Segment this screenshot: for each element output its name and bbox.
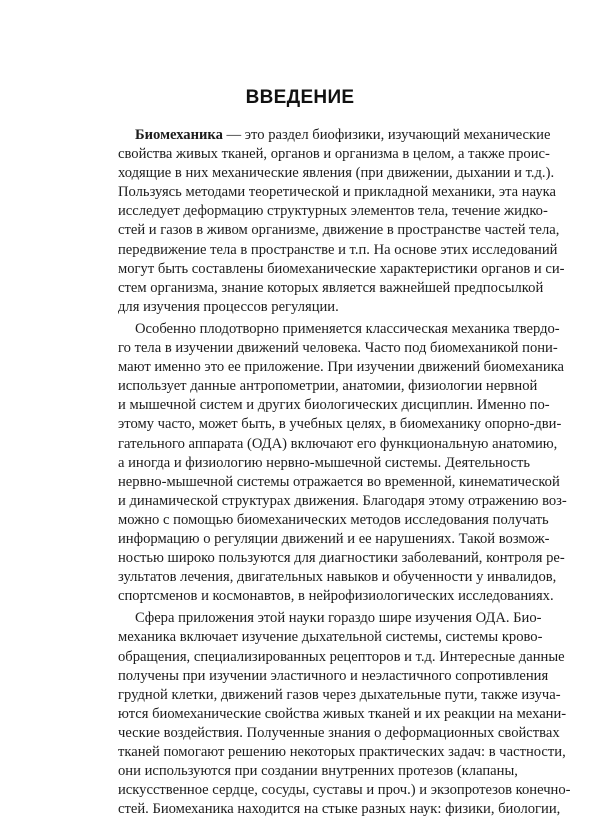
- line-text: зультатов лечения, двигательных навыков и обученности у инвалидов,: [118, 569, 557, 586]
- line-text: стем организма, знание которых является важнейшей предпосылкой: [118, 279, 544, 296]
- paragraph: [118, 320, 567, 606]
- text-line: [118, 454, 530, 473]
- line-text: — это раздел биофизики, изучающий механические: [222, 127, 551, 143]
- text-line: [118, 183, 556, 202]
- text-line: [118, 648, 565, 667]
- line-text: ются биомеханические свойства живых тканей и их реакции на механи-: [118, 705, 567, 722]
- line-text: этому часто, может быть, в учебных целях, в биомеханику опорно-дви-: [118, 416, 562, 433]
- line-text: грудной клетки, движений газов через дыхательные пути, также изуча-: [118, 686, 561, 703]
- text-line: [118, 705, 567, 724]
- text-line: [118, 800, 561, 819]
- text-line: [118, 549, 565, 568]
- line-text: для изучения процессов регуляции.: [118, 298, 339, 315]
- line-text: мают именно это ее приложение. При изучении движений биомеханика: [118, 359, 564, 376]
- text-line: [118, 587, 554, 606]
- chapter-title: ВВЕДЕНИЕ: [245, 87, 355, 108]
- text-line: [118, 339, 558, 358]
- paragraph: [118, 609, 571, 819]
- line-text: и мышечной систем и других биологических дисциплин. Именно по-: [118, 397, 550, 414]
- line-text: стей. Биомеханика находится на стыке разных наук: физики, биологии,: [118, 801, 561, 818]
- text-line: [118, 396, 550, 415]
- line-text: нервно-мышечной системы отражается во временной, кинематической: [118, 473, 560, 490]
- text-line: [118, 358, 564, 377]
- text-line: [118, 609, 542, 628]
- line-text: искусственное сердце, сосуды, суставы и проч.) и экзопротезов конечно-: [118, 782, 571, 799]
- line-text: механика включает изучение дыхательной системы, системы крово-: [118, 629, 543, 646]
- text-line: [118, 126, 551, 145]
- text-line: [118, 279, 544, 298]
- text-line: [118, 724, 560, 743]
- text-line: [118, 241, 558, 260]
- text-line: [118, 511, 549, 530]
- line-text: а иногда и физиологию нервно-мышечной системы. Деятельность: [118, 454, 530, 471]
- text-line: [118, 202, 548, 221]
- text-line: [118, 221, 560, 240]
- line-text: стей и газов в живом организме, движение в пространстве частей тела,: [118, 222, 560, 239]
- text-line: [118, 568, 557, 587]
- text-line: [118, 164, 555, 183]
- defined-term: Биомеханика: [135, 127, 223, 143]
- line-text: тканей помогают решению некоторых практических задач: в частности,: [118, 744, 566, 760]
- text-line: [118, 628, 543, 647]
- line-text: получены при изучении эластичного и неэластичного сопротивления: [118, 667, 549, 684]
- line-text: Сфера приложения этой науки гораздо шире изучения ОДА. Био-: [135, 610, 542, 627]
- line-text: они используются при создании внутренних протезов (клапаны,: [118, 763, 518, 780]
- line-text: исследует деформацию структурных элементов тела, течение жидко-: [118, 203, 548, 220]
- line-text: информацию о регуляции движений и ее нарушениях. Такой возмож-: [118, 530, 550, 547]
- text-line: [118, 530, 550, 549]
- line-text: Пользуясь методами теоретической и прикладной механики, эта наука: [118, 184, 556, 201]
- text-line: [118, 667, 549, 686]
- text-line: [118, 492, 567, 511]
- line-text: спортсменов и космонавтов, в нейрофизиологических исследованиях.: [118, 588, 554, 605]
- line-text: ностью широко пользуются для диагностики заболеваний, контроля ре-: [118, 550, 565, 567]
- text-line: [118, 145, 550, 164]
- line-text: обращения, специализированных рецепторов и т.д. Интересные данные: [118, 648, 565, 665]
- line-text: использует данные антропометрии, анатомии, физиологии нервной: [118, 378, 538, 395]
- line-text: можно с помощью биомеханических методов исследования получать: [118, 511, 549, 528]
- text-line: [118, 686, 561, 705]
- line-text: Особенно плодотворно применяется классическая механика твердо-: [135, 320, 560, 337]
- line-text: и динамической структурах движения. Благодаря этому отражению воз-: [118, 492, 567, 509]
- line-text: ходящие в них механические явления (при движении, дыхании и т.д.).: [118, 165, 555, 182]
- line-text: гательного аппарата (ОДА) включают его функциональную анатомию,: [118, 435, 558, 452]
- text-line: [118, 435, 558, 454]
- text-line: [118, 415, 562, 434]
- text-line: [118, 743, 566, 762]
- line-text: передвижение тела в пространстве и т.п. На основе этих исследований: [118, 241, 558, 258]
- text-line: [118, 298, 514, 317]
- text-line: [118, 762, 518, 781]
- line-text: ческие воздействия. Полученные знания о деформационных свойствах: [118, 724, 560, 741]
- line-text: могут быть составлены биомеханические характеристики органов и си-: [118, 260, 565, 277]
- text-line: [118, 260, 565, 279]
- text-line: [118, 320, 560, 339]
- text-line: [118, 781, 571, 800]
- line-text: свойства живых тканей, органов и организма в целом, а также проис-: [118, 146, 550, 163]
- text-line: [118, 473, 560, 492]
- line-text: го тела в изучении движений человека. Часто под биомеханикой пони-: [118, 340, 558, 357]
- text-line: [118, 377, 538, 396]
- body-text: [118, 126, 571, 822]
- paragraph: [118, 126, 565, 317]
